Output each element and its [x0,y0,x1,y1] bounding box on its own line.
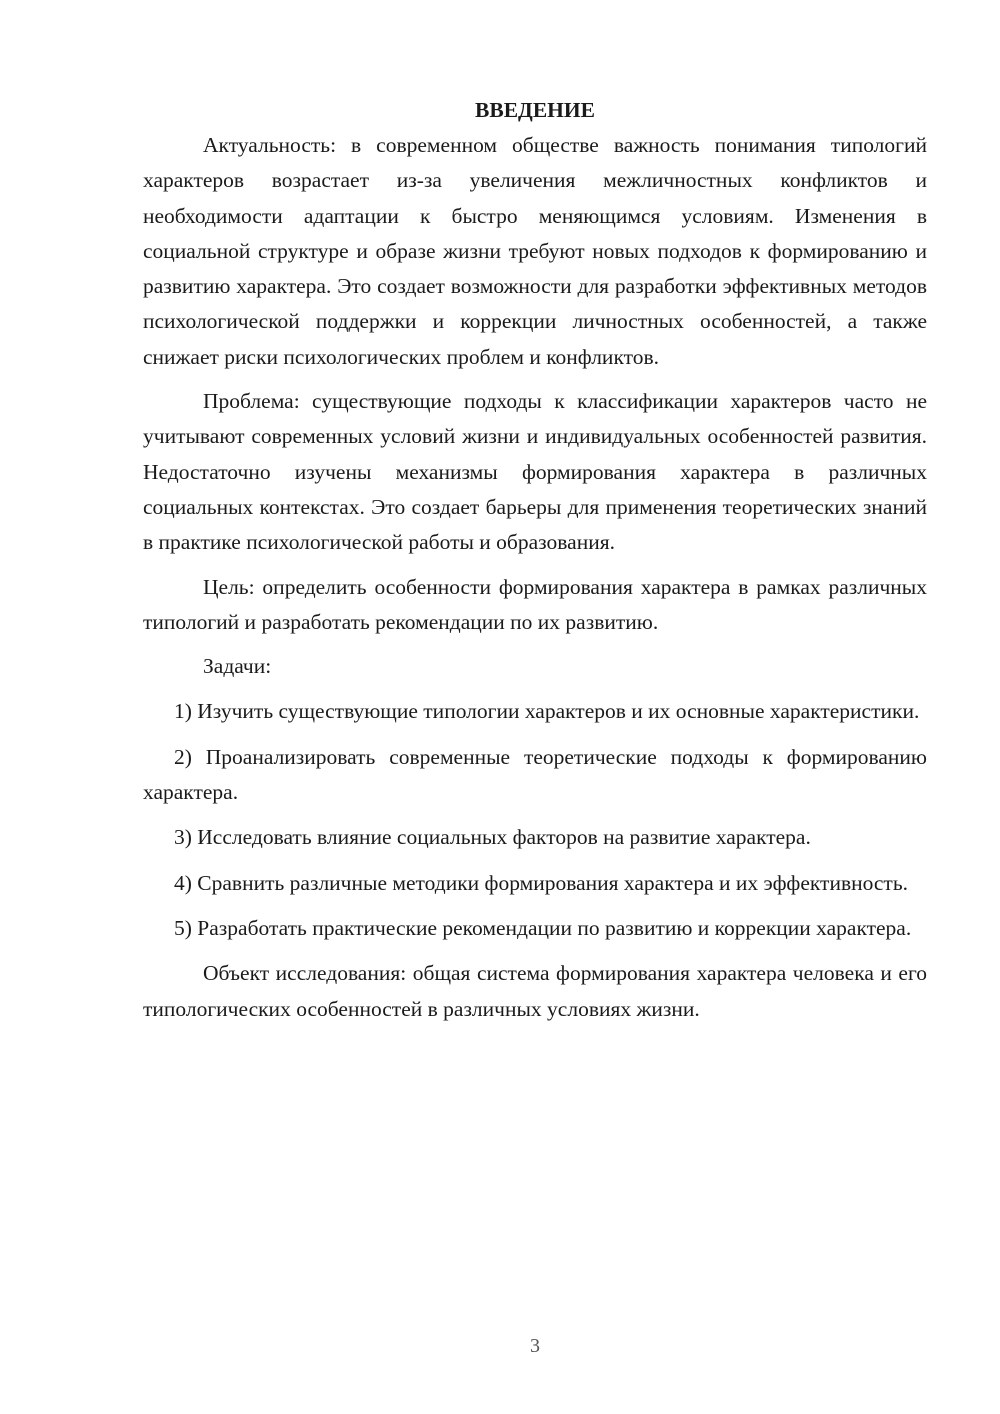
paragraph-problema: Проблема: существующие подходы к классификации характеров часто не учитывают современных условий жизни и индивидуальных особенностей развития. Недостаточно изучены механизмы формирования характера в различных социальных контекстах. Это создает барьеры для применения теоретических знаний в практике психологической работы и образования. [143,389,927,555]
paragraph-obekt: Объект исследования: общая система формирования характера человека и его типологических особенностей в различных условиях жизни. [143,961,927,1021]
task-item-2: 2) Проанализировать современные теоретические подходы к формированию характера. [143,744,927,805]
paragraph-aktualnost: Актуальность: в современном обществе важность понимания типологий характеров возрастает из-за увеличения межличностных конфликтов и необходимости адаптации к быстро меняющимся условиям. Изменения в социальной структуре и образе жизни требуют новых подходов к формированию и развитию характера. Это создает возможности для разработки эффективных методов психологической поддержки и коррекции личностных особенностей, а также снижает риски психологических проблем и конфликтов. [143,133,927,369]
task-item-3: 3) Исследовать влияние социальных факторов на развитие характера. [174,825,811,850]
task-item-4: 4) Сравнить различные методики формирования характера и их эффективность. [174,870,909,895]
paragraph-zadachi-label: Задачи: [203,654,272,679]
section-title: ВВЕДЕНИЕ [475,98,595,122]
task-item-5: 5) Разработать практические рекомендации по развитию и коррекции характера. [174,915,912,940]
page-number: 3 [530,1335,540,1357]
page-content [143,92,927,1027]
task-item-1: 1) Изучить существующие типологии характеров и их основные характеристики. [174,699,920,724]
paragraph-cel: Цель: определить особенности формирования характера в рамках различных типологий и разработать рекомендации по их развитию. [143,574,927,634]
